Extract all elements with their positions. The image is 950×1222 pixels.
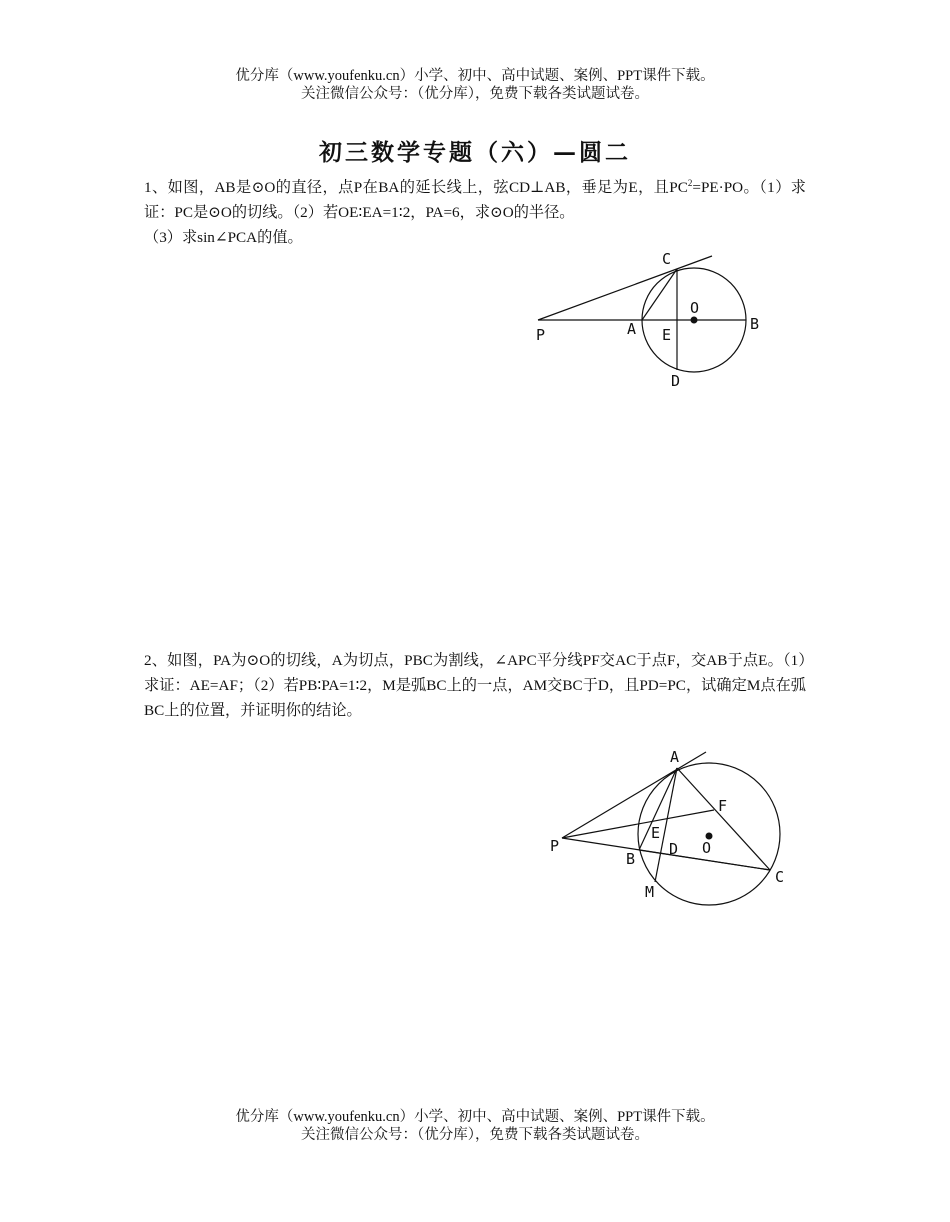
- fig2-label-d: D: [669, 840, 679, 858]
- fig1-label-c: C: [662, 250, 672, 268]
- fig2-label-b: B: [626, 850, 636, 868]
- fig1-label-e: E: [662, 326, 672, 344]
- fig1-label-a: A: [627, 320, 637, 338]
- problem-1-superscript: 2: [687, 177, 693, 188]
- footer-line-2: 关注微信公众号：（优分库），免费下载各类试题试卷。: [301, 1127, 649, 1143]
- fig2-chord-ac: [677, 768, 770, 870]
- fig2-label-c: C: [775, 868, 785, 886]
- footer-line-1: 优分库（www.youfenku.cn）小学、初中、高中试题、案例、PPT课件下载。: [235, 1109, 715, 1125]
- problem-1-part-3: （3）求sin∠PCA的值。: [144, 229, 303, 246]
- header-line-2: 关注微信公众号：（优分库），免费下载各类试题试卷。: [301, 86, 649, 102]
- fig2-label-f: F: [718, 797, 728, 815]
- header-line-1: 优分库（www.youfenku.cn）小学、初中、高中试题、案例、PPT课件下载。: [235, 68, 715, 84]
- page-footer: [0, 1108, 950, 1144]
- page-title: 初三数学专题（六）—圆二: [319, 139, 631, 166]
- fig1-label-d: D: [671, 372, 681, 390]
- fig1-label-p: P: [536, 326, 546, 344]
- fig2-label-p: P: [550, 837, 560, 855]
- fig2-label-a: A: [670, 748, 680, 766]
- fig1-label-o: O: [690, 299, 700, 317]
- problem-2-statement: 2、如图，PA为⊙O的切线，A为切点，PBC为割线，∠APC平分线PF交AC于点F，交AB于点E。（1）求证：AE=AF；（2）若PB∶PA=1∶2，M是弧BC上的一点，AM交BC于D，且PD=PC，试确定M点在弧BC上的位置，并证明你的结论。: [144, 652, 806, 719]
- fig2-label-o: O: [702, 839, 712, 857]
- problem-1-text-a: 1、如图，AB是⊙O的直径，点P在BA的延长线上，弦CD⊥AB，垂足为E，且PC: [144, 179, 688, 196]
- fig1-label-b: B: [750, 315, 760, 333]
- fig2-label-e: E: [651, 824, 661, 842]
- problem-1-text-b: =PE·PO。（1）求证：PC是⊙O的切线。（2）若OE∶EA=1∶2，PA=6，求⊙O的半径。: [144, 179, 806, 221]
- fig2-label-m: M: [645, 883, 655, 901]
